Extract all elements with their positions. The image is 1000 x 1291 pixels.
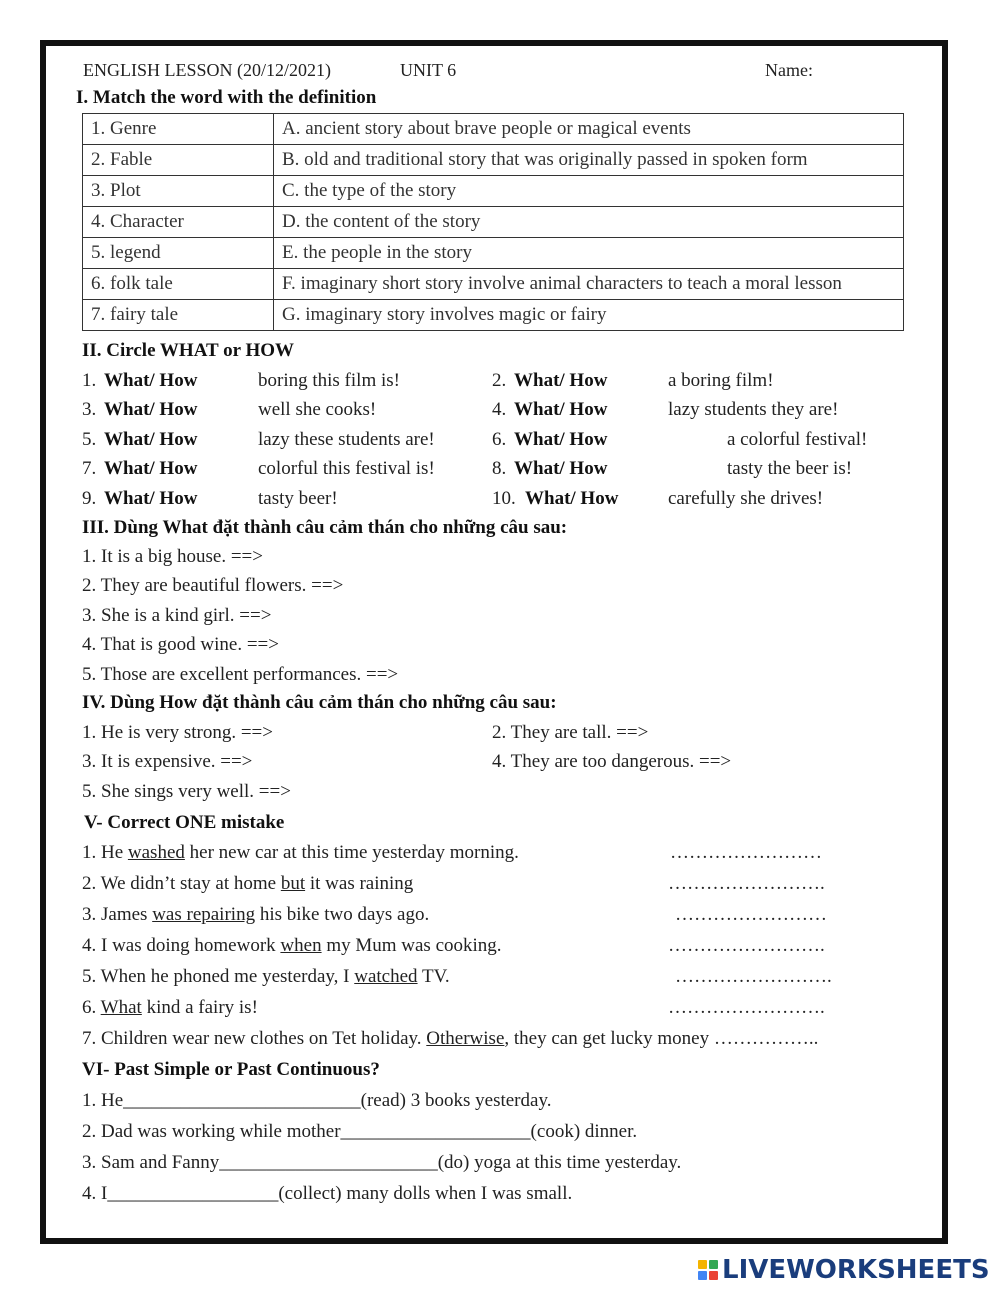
sentence-part: kind a fairy is! (141, 997, 258, 1018)
sentence-part: 6. (82, 997, 101, 1018)
section-5-title: V- Correct ONE mistake (84, 812, 285, 833)
underlined-mistake: What (100, 997, 142, 1018)
section-3-title: III. Dùng What đặt thành câu cảm thán cho những câu sau: (82, 517, 568, 538)
sentence-part: 2. We didn’t stay at home (82, 873, 281, 894)
sentence-part: 4. I was doing homework (82, 935, 281, 956)
exclamation-text: colorful this festival is! (258, 458, 435, 479)
item-number: 8. (492, 458, 507, 479)
sentence-part: my Mum was cooking. (321, 935, 502, 956)
match-row (83, 300, 904, 331)
sentence-part: 5. When he phoned me yesterday, I (82, 966, 355, 987)
section-1-title: I. Match the word with the definition (76, 87, 377, 108)
match-word: 6. folk tale (83, 269, 274, 300)
what-how-option[interactable]: What/ How (525, 488, 619, 509)
mistake-sentence (82, 1028, 818, 1050)
answer-blank[interactable]: ……………………. (668, 935, 825, 956)
section-6-title: VI- Past Simple or Past Continuous? (82, 1059, 380, 1080)
mistake-sentence (82, 842, 519, 864)
sentence-part: 1. He (82, 842, 128, 863)
item-number: 5. (82, 429, 97, 450)
sentence-part: her new car at this time yesterday morning. (184, 842, 519, 863)
sentence-part: 7. Children wear new clothes on Tet holiday. (82, 1028, 427, 1049)
mistake-sentence (82, 935, 502, 957)
section-2-title: II. Circle WHAT or HOW (82, 340, 294, 361)
match-row (83, 145, 904, 176)
sentence-part: , they can get lucky money …………….. (504, 1028, 819, 1049)
sentence-part: 3. James (82, 904, 153, 925)
what-sentence: 4. That is good wine. ==> (82, 634, 279, 655)
what-how-option[interactable]: What/ How (104, 458, 198, 479)
underlined-mistake: washed (127, 842, 185, 863)
item-number: 2. (492, 370, 507, 391)
match-row (83, 238, 904, 269)
item-number: 4. (492, 399, 507, 420)
exclamation-text: well she cooks! (258, 399, 377, 420)
logo-blocks-icon (698, 1260, 718, 1280)
match-word: 1. Genre (83, 114, 274, 145)
what-how-option[interactable]: What/ How (514, 370, 608, 391)
tense-sentence: 3. Sam and Fanny_______________________(do) yoga at this time yesterday. (82, 1152, 682, 1173)
item-number: 7. (82, 458, 97, 479)
match-row (83, 269, 904, 300)
what-how-option[interactable]: What/ How (514, 429, 608, 450)
answer-blank[interactable]: ……………………. (675, 966, 832, 987)
match-word: 4. Character (83, 207, 274, 238)
sentence-part: TV. (417, 966, 450, 987)
item-number: 9. (82, 488, 97, 509)
exclamation-text: lazy students they are! (668, 399, 839, 420)
mistake-sentence (82, 997, 258, 1019)
section-4-title: IV. Dùng How đặt thành câu cảm thán cho những câu sau: (82, 692, 557, 713)
item-number: 10. (492, 488, 516, 509)
sentence-part: it was raining (305, 873, 414, 894)
item-number: 6. (492, 429, 507, 450)
exclamation-text: a boring film! (668, 370, 774, 391)
name-label: Name: (765, 60, 813, 80)
logo-text: LIVEWORKSHEETS (722, 1255, 990, 1285)
mistake-sentence (82, 873, 413, 895)
how-sentence: 2. They are tall. ==> (492, 722, 649, 743)
exclamation-text: tasty the beer is! (727, 458, 853, 479)
tense-sentence: 4. I__________________(collect) many dolls when I was small. (82, 1183, 573, 1204)
what-how-option[interactable]: What/ How (104, 370, 198, 391)
what-how-option[interactable]: What/ How (104, 429, 198, 450)
exclamation-text: a colorful festival! (727, 429, 868, 450)
answer-blank[interactable]: ……………………. (668, 873, 825, 894)
what-sentence: 1. It is a big house. ==> (82, 546, 263, 567)
exclamation-text: tasty beer! (258, 488, 338, 509)
answer-blank[interactable]: ……………………. (668, 997, 825, 1018)
what-sentence: 5. Those are excellent performances. ==> (82, 664, 399, 685)
match-definition: B. old and traditional story that was originally passed in spoken form (274, 145, 904, 176)
sentence-part: his bike two days ago. (255, 904, 430, 925)
match-row (83, 207, 904, 238)
what-how-option[interactable]: What/ How (104, 399, 198, 420)
what-sentence: 3. She is a kind girl. ==> (82, 605, 272, 626)
item-number: 3. (82, 399, 97, 420)
lesson-title: ENGLISH LESSON (20/12/2021) (83, 60, 331, 80)
how-sentence: 3. It is expensive. ==> (82, 751, 253, 772)
tense-sentence: 2. Dad was working while mother____________________(cook) dinner. (82, 1121, 638, 1142)
tense-sentence: 1. He_________________________(read) 3 books yesterday. (82, 1090, 552, 1111)
mistake-sentence (82, 966, 450, 988)
answer-blank[interactable]: …………………… (670, 842, 822, 863)
how-sentence: 5. She sings very well. ==> (82, 781, 291, 802)
underlined-mistake: watched (354, 966, 418, 987)
underlined-mistake: Otherwise (426, 1028, 505, 1049)
match-definition: G. imaginary story involves magic or fairy (274, 300, 904, 331)
exclamation-text: carefully she drives! (668, 488, 824, 509)
unit-label: UNIT 6 (400, 60, 457, 80)
exclamation-text: boring this film is! (258, 370, 400, 391)
how-sentence: 4. They are too dangerous. ==> (492, 751, 732, 772)
what-sentence: 2. They are beautiful flowers. ==> (82, 575, 344, 596)
match-row (83, 114, 904, 145)
matching-table (82, 113, 904, 331)
logo-block (698, 1260, 707, 1269)
mistake-sentence (82, 904, 429, 926)
what-how-option[interactable]: What/ How (514, 458, 608, 479)
match-definition: C. the type of the story (274, 176, 904, 207)
match-definition: A. ancient story about brave people or magical events (274, 114, 904, 145)
logo-block (709, 1260, 718, 1269)
underlined-mistake: was repairing (152, 904, 256, 925)
how-sentence: 1. He is very strong. ==> (82, 722, 273, 743)
underlined-mistake: but (280, 873, 306, 894)
liveworksheets-logo (698, 1255, 990, 1285)
match-row (83, 176, 904, 207)
match-definition: F. imaginary short story involve animal characters to teach a moral lesson (274, 269, 904, 300)
item-number: 1. (82, 370, 97, 391)
logo-block (698, 1271, 707, 1280)
what-how-option[interactable]: What/ How (514, 399, 608, 420)
exclamation-text: lazy these students are! (258, 429, 435, 450)
match-definition: E. the people in the story (274, 238, 904, 269)
match-word: 5. legend (83, 238, 274, 269)
underlined-mistake: when (280, 935, 322, 956)
match-word: 2. Fable (83, 145, 274, 176)
what-how-option[interactable]: What/ How (104, 488, 198, 509)
match-word: 7. fairy tale (83, 300, 274, 331)
match-definition: D. the content of the story (274, 207, 904, 238)
logo-block (709, 1271, 718, 1280)
match-word: 3. Plot (83, 176, 274, 207)
answer-blank[interactable]: …………………… (675, 904, 827, 925)
